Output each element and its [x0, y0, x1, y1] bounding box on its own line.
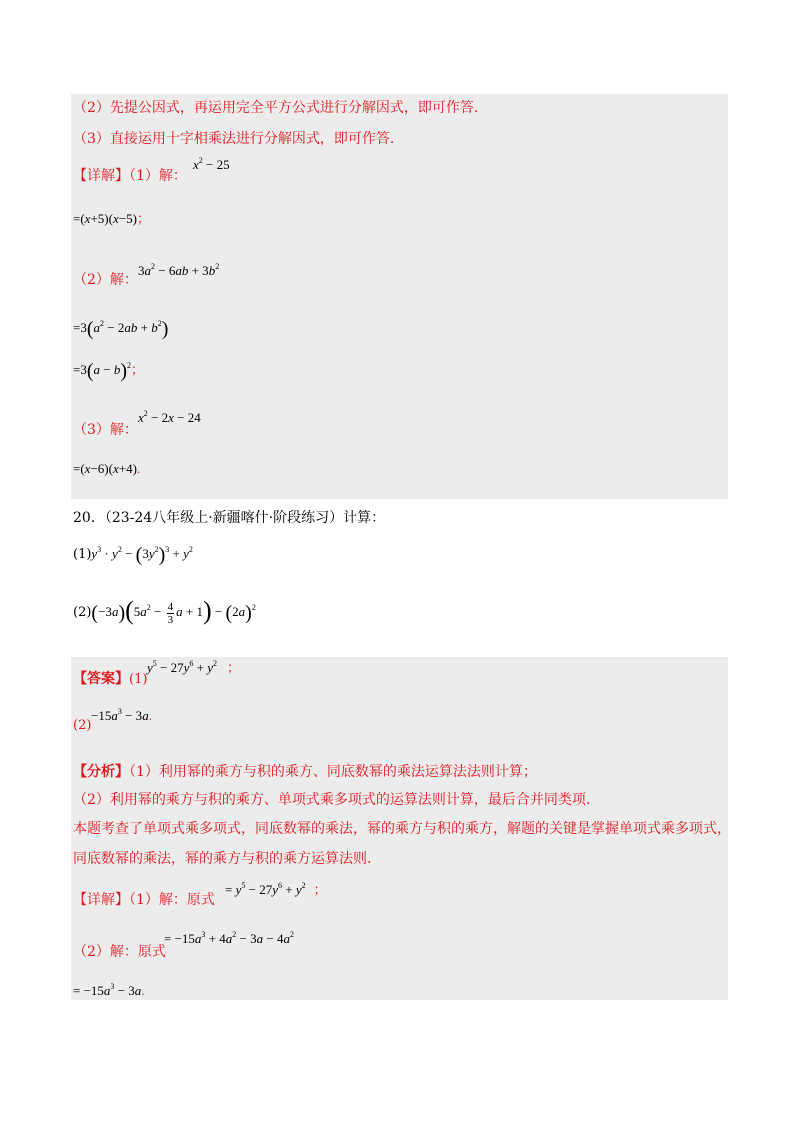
q19-part1-expression: $x^2 - 25$: [193, 156, 230, 172]
q20-detail-2-result: = $-15a^3 - 3a$.: [73, 982, 145, 998]
detail-tag: 【详解】: [73, 892, 129, 908]
q20-answer-2: (2): [73, 718, 92, 733]
q20-summary-2: 同底数幂的乘法，幂的乘方与积的乘方运算法则.: [73, 851, 372, 867]
q20-answer-2-expression: $-15a^3 - 3a$.: [91, 707, 152, 723]
q19-part2-step1: $=3(a^2 - 2ab + b^2)$: [73, 318, 169, 340]
q19-part1-step: =(x+5)(x−5)；: [73, 211, 150, 226]
q20-detail-2: （2）解：原式: [73, 944, 166, 960]
q20-analysis-1: 【分析】（1）利用幂的乘方与积的乘方、同底数幂的乘法运算法法则计算；: [73, 764, 537, 780]
q20-detail-2-expression: = $-15a^3 + 4a^2 - 3a - 4a^2$: [164, 930, 294, 946]
q20-detail-1: 【详解】（1）解：原式: [73, 892, 215, 908]
q20-answer-1: 【答案】(1): [73, 671, 148, 687]
question-source: （23-24八年级上·新疆喀什·阶段练习）计算：: [104, 510, 386, 526]
q20-detail-1-expression: = $y^5 - 27y^6 + y^2$ ；: [225, 881, 327, 897]
q19-part3-step: =(x−6)(x+4).: [73, 461, 141, 476]
solution-block-19: [71, 94, 728, 499]
q19-part3-label: （3）解：: [73, 422, 138, 438]
answer-tag: 【答案】: [73, 671, 129, 687]
q20-analysis-2: （2）利用幂的乘方与积的乘方、单项式乘多项式的运算法则计算，最后合并同类项.: [73, 792, 591, 808]
part-label: （1）解：: [129, 168, 187, 184]
q19-part2-step2: $=3(a - b)^2$；: [73, 360, 145, 382]
q19-part2-label: （2）解：: [73, 272, 138, 288]
q20-item-2: $(2)(-3a)(5a^2$ − $\frac{4}{3}$ $a + 1) - (2a)^2$: [73, 596, 256, 626]
q19-part3-expression: $x^2 - 2x - 24$: [138, 409, 201, 425]
q19-analysis-3: （3）直接运用十字相乘法进行分解因式，即可作答.: [73, 131, 395, 147]
q20-item-1: $(1)y^3 \cdot y^2 - (3y^2)^3 + y^2$: [73, 544, 193, 566]
detail-tag: 【详解】: [73, 168, 129, 184]
question-number: 20．: [73, 510, 105, 526]
q20-header: [73, 509, 385, 527]
q19-detail-part1: [73, 167, 187, 185]
analysis-tag: 【分析】: [73, 764, 129, 780]
q19-part2-expression: $3a^2 - 6ab + 3b^2$: [138, 262, 220, 278]
q19-analysis-2: （2）先提公因式，再运用完全平方公式进行分解因式，即可作答.: [73, 100, 479, 116]
q20-summary-1: 本题考查了单项式乘多项式，同底数幂的乘法，幂的乘方与积的乘方，解题的关键是掌握单项式乘多项式，: [73, 821, 731, 837]
q20-answer-1-expression: $y^5 - 27y^6 + y^2$ ；: [147, 659, 241, 675]
